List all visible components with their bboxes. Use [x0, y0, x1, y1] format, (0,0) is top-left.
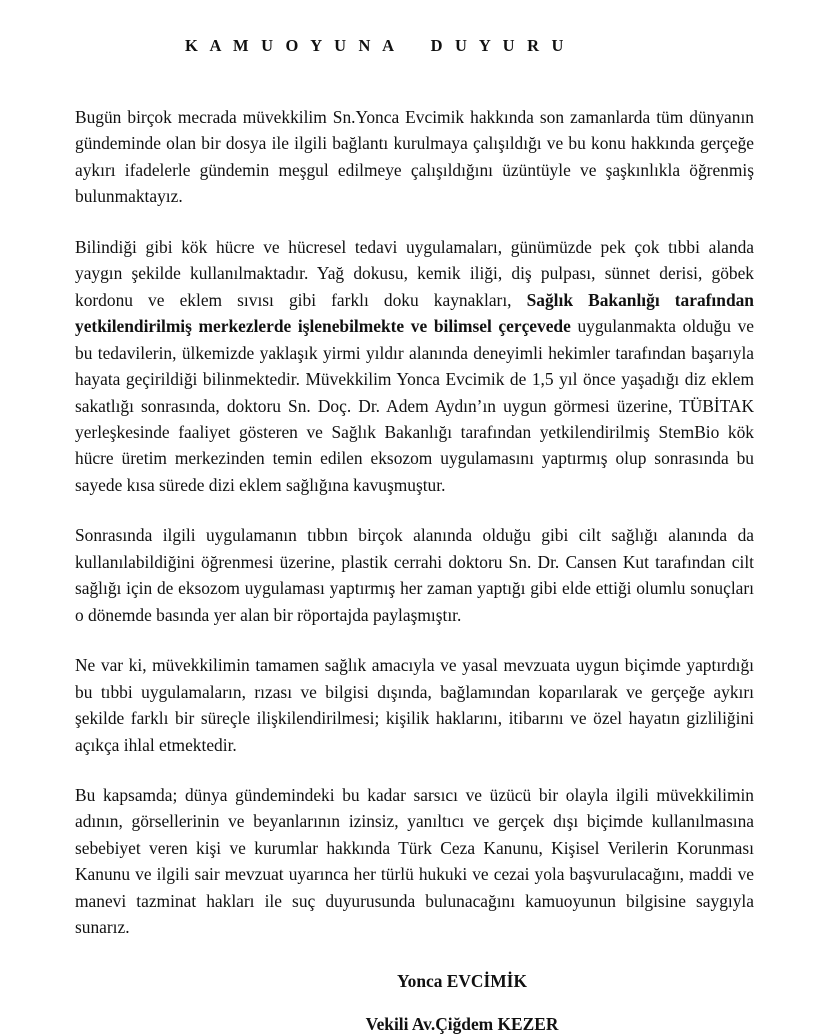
- paragraph-2-run-1: Bilindiği gibi kök hücre ve hücresel tedavi uygulamaları, günümüzde pek çok tıbbi alanda yaygın şekilde kullanılmaktadır. Yağ dokusu, kemik iliği, diş pulpası, sünnet derisi, göbek kordonu ve eklem sıvısı gibi farklı doku kaynakları,: [75, 236, 754, 310]
- paragraph-1-run-1: Bugün birçok mecrada müvekkilim Sn.Yonca Evcimik hakkında son zamanlarda tüm dünyanın gündeminde olan bir dosya ile ilgili bağlantı kurulmaya çalışıldığı ve bu konu hakkında gerçeğe aykırı ifadelerle gündemin meşgul edilmeye çalışıldığını üzüntüyle ve şaşkınlıkla öğrenmiş bulunmaktayız.: [75, 107, 754, 207]
- signature-name: Yonca EVCİMİK: [397, 970, 527, 991]
- paragraph-5: [75, 782, 754, 941]
- paragraph-2-run-3: uygulanmakta olduğu ve bu tedavilerin, ülkemizde yaklaşık yirmi yıldır alanında deneyimli hekimler tarafından başarıyla hayata geçirildiği bilinmektedir. Müvekkilim Yonca Evcimik de 1,5 yıl önce yaşadığı diz eklem sakatlığı sonrasında, doktoru Sn. Doç. Dr. Adem Aydın’ın uygun görmesi üzerine, TÜBİTAK yerleşkesinde faaliyet gösteren ve Sağlık Bakanlığı tarafından yetkilendirilmiş StemBio kök hücre üretim merkezinden temin edilen eksozom uygulamasını yaptırmış olup sonrasında bu sayede kısa sürede dizi eklem sağlığına kavuşmuştur.: [75, 316, 754, 495]
- paragraph-2-run-2-bold: Sağlık Bakanlığı tarafından yetkilendirilmiş merkezlerde işlenebilmekte ve bilimsel çerçevede: [75, 289, 754, 337]
- paragraph-3: [75, 522, 754, 628]
- paragraph-2: [75, 234, 754, 499]
- page-title: K A M U O Y U N A D U Y U R U: [185, 36, 568, 55]
- paragraph-3-run-1: Sonrasında ilgili uygulamanın tıbbın birçok alanında olduğu gibi cilt sağlığı alanında da kullanılabildiğini öğrenmesi üzerine, plastik cerrahi doktoru Sn. Dr. Cansen Kut tarafından cilt sağlığı için de eksozom uygulaması yaptırmış her zaman yaptığı gibi elde ettiği olumlu sonuçları o dönemde basında yer alan bir röportajda paylaşmıştır.: [75, 525, 754, 625]
- paragraph-5-run-1: Bu kapsamda; dünya gündemindeki bu kadar sarsıcı ve üzücü bir olayla ilgili müvekkilimin adının, görsellerinin ve beyanlarının izinsiz, yanıltıcı ve gerçek dışı biçimde kullanılmasına sebebiyet veren kişi ve kurumlar hakkında Türk Ceza Kanunu, Kişisel Verilerin Korunması Kanunu ve ilgili sair mevzuat uyarınca her türlü hukuki ve cezai yola başvurulacağını, maddi ve manevi tazminat hakları ile suç duyurusunda bulunacağını kamuoyunun bilgisine saygıyla sunarız.: [75, 784, 754, 938]
- paragraph-4-run-1: Ne var ki, müvekkilimin tamamen sağlık amacıyla ve yasal mevzuata uygun biçimde yaptırdığı bu tıbbi uygulamaların, rızası ve bilgisi dışında, bağlamından koparılarak ve gerçeğe aykırı şekilde farklı bir süreçle ilişkilendirilmesi; kişilik haklarını, itibarını ve özel hayatın gizliliğini açıkça ihlal etmektedir.: [75, 655, 754, 755]
- paragraph-1: [75, 104, 754, 210]
- signature-block: [75, 971, 754, 1035]
- document-body: [75, 104, 754, 941]
- paragraph-4: [75, 652, 754, 758]
- signature-attorney: Vekili Av.Çiğdem KEZER: [365, 1013, 559, 1034]
